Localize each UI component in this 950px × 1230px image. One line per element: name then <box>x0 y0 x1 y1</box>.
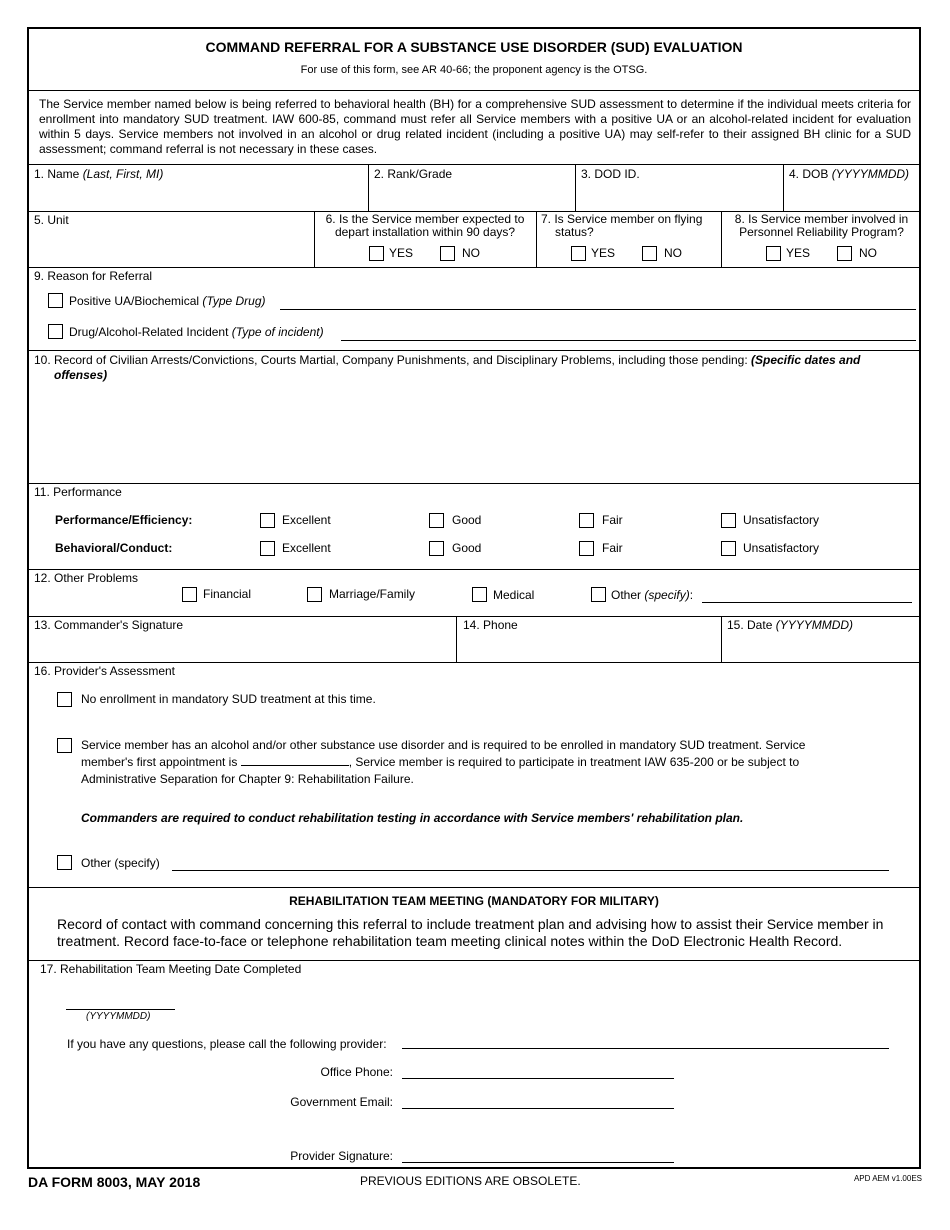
phone-input[interactable] <box>463 636 715 658</box>
q6-no-checkbox[interactable] <box>440 246 455 261</box>
no-enrollment-label: No enrollment in mandatory SUD treatment at this time. <box>81 692 376 706</box>
efficiency-excellent-label: Excellent <box>282 513 331 527</box>
obsolete-notice: PREVIOUS EDITIONS ARE OBSOLETE. <box>360 1174 581 1188</box>
q6-yes-checkbox[interactable] <box>369 246 384 261</box>
efficiency-fair-label: Fair <box>602 513 623 527</box>
appointment-blank[interactable] <box>241 755 349 766</box>
financial-label: Financial <box>203 587 252 601</box>
q7-label: 7. Is Service member on flying status? <box>541 212 703 239</box>
commander-signature-input[interactable] <box>34 636 452 658</box>
financial-checkbox[interactable] <box>182 587 197 602</box>
q8-label: 8. Is Service member involved in Personnel Reliability Program? <box>734 212 909 239</box>
form-id: DA FORM 8003, MAY 2018 <box>28 1174 201 1190</box>
efficiency-excellent-checkbox[interactable] <box>260 513 275 528</box>
reason-positive-ua-checkbox[interactable] <box>48 293 63 308</box>
other-assessment-input[interactable] <box>174 854 886 869</box>
drug-type-input[interactable] <box>282 293 912 308</box>
q7-yes-checkbox[interactable] <box>571 246 586 261</box>
rehab-text: Record of contact with command concerning this referral to include treatment plan and advising how to assist their Service member in treatment. Record face-to-face or telephone rehabilitation team meeting clinical notes within the DoD Electronic Health Record. <box>57 916 884 949</box>
gov-email-input[interactable] <box>404 1092 671 1107</box>
rehab-date-input[interactable] <box>68 993 172 1008</box>
intro-paragraph: The Service member named below is being referred to behavioral health (BH) for a comprehensive SUD assessment to determine if the individual meets criteria for enrollment into mandatory SUD treatment. IAW 600-85, command must refer all Service members with a positive UA or an alcohol-related incident for evaluation within 5 days. Service members not involved in an alcohol or drug related incident (including a positive UA) may self-refer to their assigned BH clinic for a SUD assessment; command referral is not necessary in these cases. <box>39 97 911 156</box>
record-textarea[interactable] <box>34 385 918 485</box>
efficiency-good-label: Good <box>452 513 482 527</box>
date-label: 15. Date (YYYYMMDD) <box>727 618 854 632</box>
dodid-label: 3. DOD ID. <box>581 167 640 181</box>
conduct-unsatisfactory-label: Unsatisfactory <box>743 541 820 555</box>
q8-no-checkbox[interactable] <box>837 246 852 261</box>
performance-efficiency-label: Performance/Efficiency: <box>55 513 193 527</box>
form-title: COMMAND REFERRAL FOR A SUBSTANCE USE DISORDER (SUD) EVALUATION <box>205 39 743 55</box>
rehab-date-label: 17. Rehabilitation Team Meeting Date Completed <box>40 962 302 976</box>
other-problem-label: Other (specify): <box>611 588 694 602</box>
phone-label: 14. Phone <box>463 618 518 632</box>
assessment-label: 16. Provider's Assessment <box>34 664 176 678</box>
provider-signature-input[interactable] <box>404 1146 671 1161</box>
q6-no-label: NO <box>462 246 480 260</box>
other-assessment-checkbox[interactable] <box>57 855 72 870</box>
no-enrollment-checkbox[interactable] <box>57 692 72 707</box>
unit-input[interactable] <box>34 234 309 256</box>
rank-label: 2. Rank/Grade <box>374 167 453 181</box>
commander-signature-label: 13. Commander's Signature <box>34 618 184 632</box>
q7-yes-label: YES <box>591 246 616 260</box>
dob-label: 4. DOB (YYYYMMDD) <box>789 167 910 181</box>
other-problem-input[interactable] <box>704 586 910 601</box>
conduct-good-checkbox[interactable] <box>429 541 444 556</box>
efficiency-good-checkbox[interactable] <box>429 513 444 528</box>
reason-positive-ua-label: Positive UA/Biochemical (Type Drug) <box>69 294 266 308</box>
office-phone-label: Office Phone: <box>320 1065 393 1079</box>
record-label: 10. Record of Civilian Arrests/Convictions, Courts Martial, Company Punishments, and Disciplinary Problems, including those pending: (Specific dates and offenses) <box>34 353 861 382</box>
conduct-fair-label: Fair <box>602 541 623 555</box>
questions-label: If you have any questions, please call the following provider: <box>67 1037 387 1051</box>
dob-input[interactable] <box>789 185 917 207</box>
performance-label: 11. Performance <box>34 485 122 499</box>
marriage-family-checkbox[interactable] <box>307 587 322 602</box>
office-phone-input[interactable] <box>404 1062 671 1077</box>
other-problems-label: 12. Other Problems <box>34 571 139 585</box>
efficiency-unsatisfactory-label: Unsatisfactory <box>743 513 820 527</box>
conduct-unsatisfactory-checkbox[interactable] <box>721 541 736 556</box>
reason-incident-label: Drug/Alcohol-Related Incident (Type of incident) <box>69 325 324 339</box>
q8-yes-checkbox[interactable] <box>766 246 781 261</box>
conduct-excellent-checkbox[interactable] <box>260 541 275 556</box>
efficiency-unsatisfactory-checkbox[interactable] <box>721 513 736 528</box>
marriage-family-label: Marriage/Family <box>329 587 416 601</box>
enrollment-required-checkbox[interactable] <box>57 738 72 753</box>
other-assessment-label: Other (specify) <box>81 856 160 870</box>
q7-no-label: NO <box>664 246 682 260</box>
provider-signature-label: Provider Signature: <box>290 1149 393 1163</box>
gov-email-label: Government Email: <box>290 1095 393 1109</box>
q6-yes-label: YES <box>389 246 414 260</box>
form-container <box>27 27 921 1169</box>
version-label: APD AEM v1.00ES <box>853 1174 922 1183</box>
q6-label: 6. Is the Service member expected to depart installation within 90 days? <box>325 212 525 239</box>
reason-incident-checkbox[interactable] <box>48 324 63 339</box>
behavioral-conduct-label: Behavioral/Conduct: <box>55 541 173 555</box>
q8-no-label: NO <box>859 246 877 260</box>
rehab-testing-note: Commanders are required to conduct rehabilitation testing in accordance with Service members' rehabilitation plan. <box>81 811 744 825</box>
other-problem-checkbox[interactable] <box>591 587 606 602</box>
q7-no-checkbox[interactable] <box>642 246 657 261</box>
unit-label: 5. Unit <box>34 213 69 227</box>
conduct-excellent-label: Excellent <box>282 541 331 555</box>
incident-type-input[interactable] <box>343 324 913 339</box>
name-label: 1. Name (Last, First, MI) <box>34 167 164 181</box>
reason-label: 9. Reason for Referral <box>34 269 153 283</box>
medical-checkbox[interactable] <box>472 587 487 602</box>
enrollment-required-label: Service member has an alcohol and/or other substance use disorder and is required to be enrolled in mandatory SUD treatment. Service member's first appointment is , Service member is required to participate in treatment IAW 635-200 or be subject to Administrative Separation for Chapter 9: Rehabilitation Failure. <box>81 738 806 786</box>
rank-input[interactable] <box>374 185 570 207</box>
rehab-heading: REHABILITATION TEAM MEETING (MANDATORY FOR MILITARY) <box>289 894 659 908</box>
medical-label: Medical <box>493 588 535 602</box>
q8-yes-label: YES <box>786 246 811 260</box>
conduct-fair-checkbox[interactable] <box>579 541 594 556</box>
conduct-good-label: Good <box>452 541 482 555</box>
form-subtitle: For use of this form, see AR 40-66; the proponent agency is the OTSG. <box>300 64 648 76</box>
dodid-input[interactable] <box>581 185 777 207</box>
efficiency-fair-checkbox[interactable] <box>579 513 594 528</box>
rehab-date-hint: (YYYYMMDD) <box>86 1011 151 1022</box>
provider-name-input[interactable] <box>404 1032 886 1047</box>
date-input[interactable] <box>727 636 915 658</box>
name-input[interactable] <box>34 185 362 207</box>
